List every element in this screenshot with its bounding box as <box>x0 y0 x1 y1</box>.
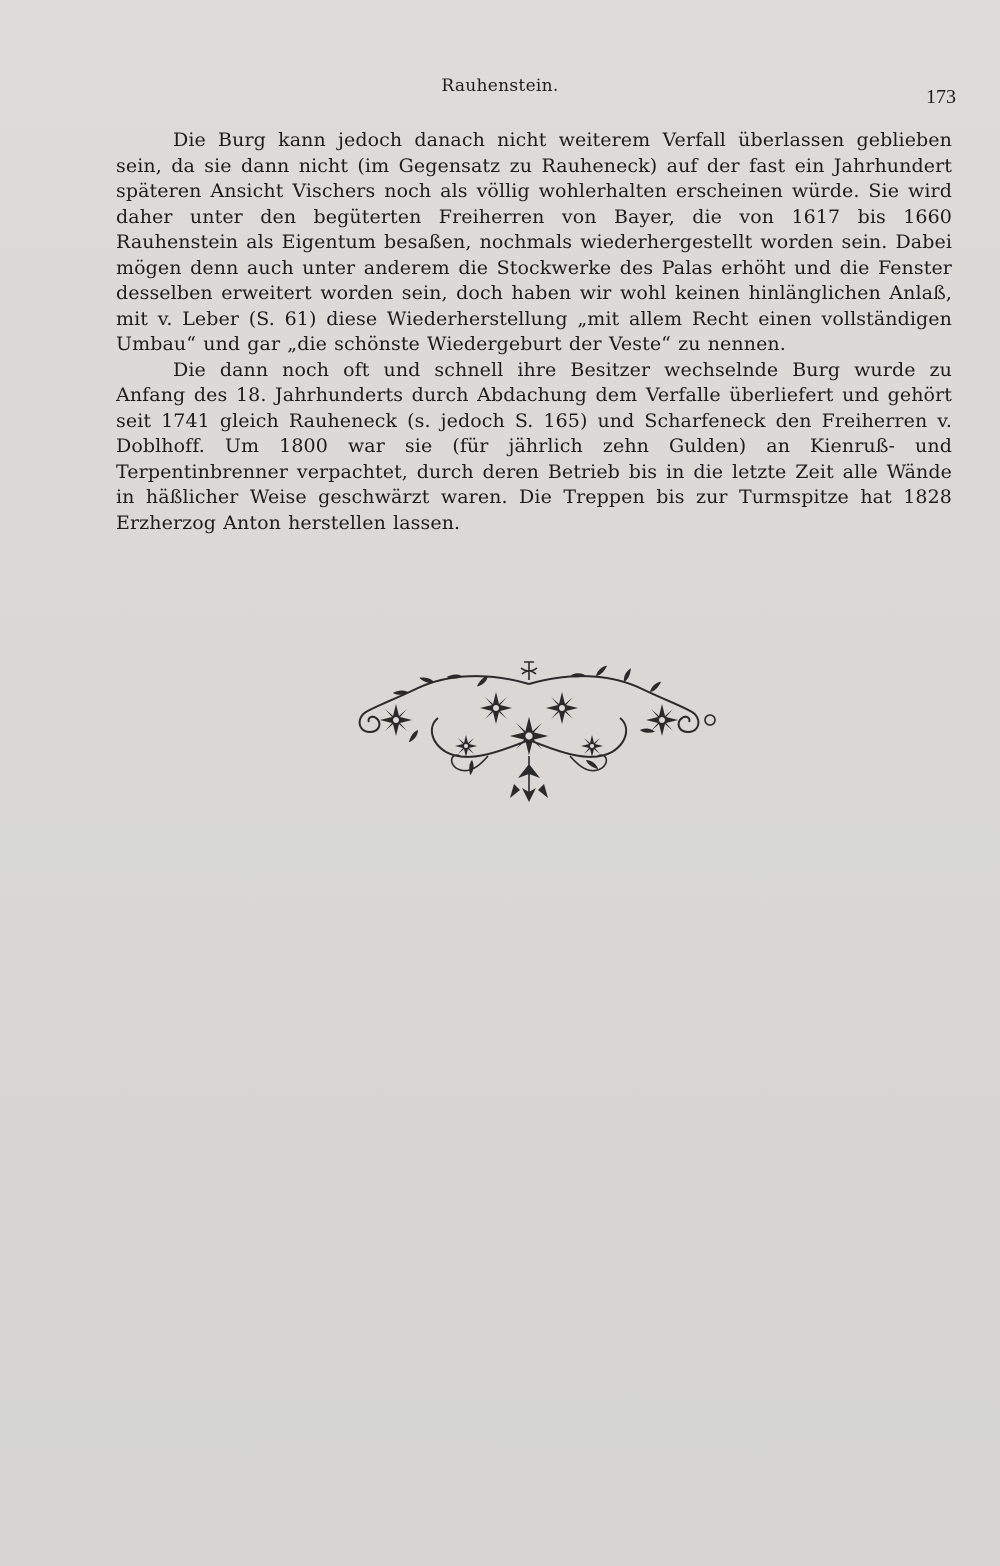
body-text <box>116 128 952 536</box>
running-title: Rauhenstein. <box>441 76 559 96</box>
paragraph-1: Die Burg kann jedoch danach nicht weiterem Verfall überlassen geblieben sein, da sie dann nicht (im Gegensatz zu Rauheneck) auf der fast ein Jahrhundert späteren Ansicht Vischers noch als völlig wohlerhalten erscheinen würde. Sie wird daher unter den begüterten Freiherren von Bayer, die von 1617 bis 1660 Rauhenstein als Eigentum besaßen, nochmals wiederhergestellt worden sein. Dabei mögen denn auch unter anderem die Stockwerke des Palas erhöht und die Fenster desselben erweitert worden sein, doch haben wir wohl keinen hinlänglichen Anlaß, mit v. Leber (S. 61) diese Wiederherstellung „mit allem Recht einen vollständigen Umbau“ und gar „die schönste Wiedergeburt der Veste“ zu nennen. <box>116 129 952 355</box>
floral-vignette-icon <box>338 660 720 806</box>
paragraph-2: Die dann noch oft und schnell ihre Besitzer wechselnde Burg wurde zu Anfang des 18. Jahrhunderts durch Abdachung dem Verfalle überliefert und gehört seit 1741 gleich Rauheneck (s. jedoch S. 165) und Scharfeneck den Freiherren v. Doblhoff. Um 1800 war sie (für jährlich zehn Gulden) an Kienruß- und Terpentinbrenner verpachtet, durch deren Betrieb bis in die letzte Zeit alle Wände in häßlicher Weise geschwärzt waren. Die Treppen bis zur Turmspitze hat 1828 Erzherzog Anton herstellen lassen. <box>116 358 952 534</box>
page-number: 173 <box>926 86 956 108</box>
